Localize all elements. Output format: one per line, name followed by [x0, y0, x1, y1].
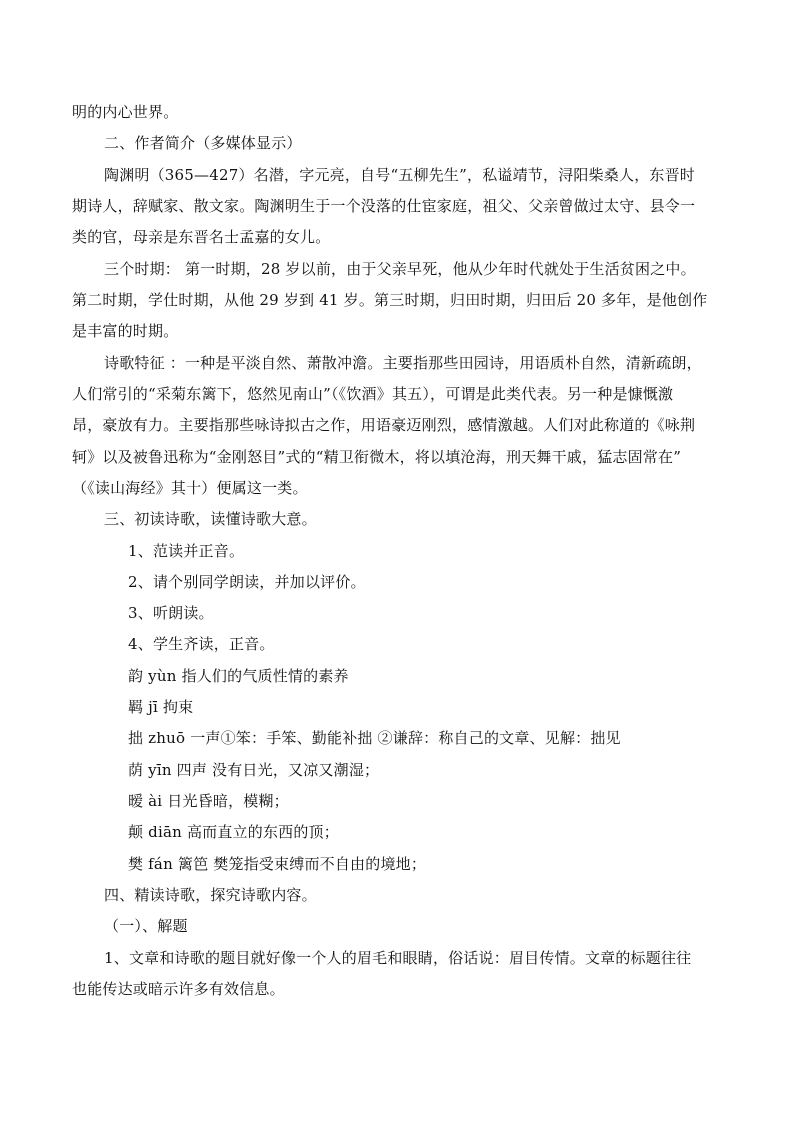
text-line: 1、文章和诗歌的题目就好像一个人的眉毛和眼睛，俗话说：眉目传情。文章的标题往往 — [104, 949, 692, 967]
text-line: 是丰富的时期。 — [72, 322, 179, 340]
text-line: 明的内心世界。 — [72, 103, 179, 121]
list-item: 2、请个别同学朗读，并加以评价。 — [128, 573, 366, 591]
vocab-item: 羁 jī 拘束 — [128, 698, 194, 716]
list-item: 3、听朗读。 — [128, 604, 214, 622]
text-line: （《读山海经》其十）便属这一类。 — [72, 479, 308, 497]
vocab-item: 颠 diān 高而直立的东西的顶； — [128, 823, 339, 841]
text-line: 轲》以及被鲁迅称为“金刚怒目”式的“精卫衔微木，将以填沧海，刑天舞干戚，猛志固常在” — [72, 448, 682, 466]
section-heading: 二、作者简介（多媒体显示） — [104, 134, 302, 152]
text-line: 类的官，母亲是东晋名士孟嘉的女儿。 — [72, 228, 331, 246]
text-line: 诗歌特征 ：一种是平淡自然、萧散冲澹。主要指那些田园诗，用语质朴自然，清新疏朗， — [104, 354, 702, 372]
text-line: 也能传达或暗示许多有效信息。 — [72, 980, 285, 998]
list-item: 1、范读并正音。 — [128, 542, 245, 560]
vocab-item: 樊 fán 篱笆 樊笼指受束缚而不自由的境地； — [128, 855, 427, 873]
vocab-item: 暧 ài 日光昏暗，模糊； — [128, 792, 289, 810]
vocab-item: 韵 yùn 指人们的气质性情的素养 — [128, 667, 349, 685]
text-line: 三个时期： 第一时期，28 岁以前，由于父亲早死，他从少年时代就处于生活贫困之中。 — [104, 260, 696, 278]
text-line: 期诗人，辞赋家、散文家。陶渊明生于一个没落的仕宦家庭，祖父、父亲曾做过太守、县令一 — [72, 197, 696, 215]
vocab-item: 荫 yīn 四声 没有日光，又凉又潮湿； — [128, 761, 380, 779]
vocab-item: 拙 zhuō 一声①笨：手笨、勤能补拙 ②谦辞：称自己的文章、见解：拙见 — [128, 729, 621, 747]
list-item: 4、学生齐读，正音。 — [128, 635, 275, 653]
section-heading: 四、精读诗歌，探究诗歌内容。 — [104, 886, 317, 904]
section-heading: 三、初读诗歌，读懂诗歌大意。 — [104, 510, 317, 528]
subsection-heading: （一）、解题 — [104, 917, 188, 935]
text-line: 人们常引的“采菊东篱下，悠然见南山”（《饮酒》其五），可谓是此类代表。另一种是慷慨激 — [72, 385, 674, 403]
text-line: 第二时期，学仕时期，从他 29 岁到 41 岁。第三时期，归田时期，归田后 20 多年，是他创作 — [72, 291, 708, 309]
text-line: 陶渊明（365—427）名潜，字元亮，自号“五柳先生”，私谥靖节，浔阳柴桑人，东晋时 — [104, 166, 696, 184]
text-line: 昂，豪放有力。主要指那些咏诗拟古之作，用语豪迈刚烈，感情激越。人们对此称道的《咏荆 — [72, 416, 696, 434]
